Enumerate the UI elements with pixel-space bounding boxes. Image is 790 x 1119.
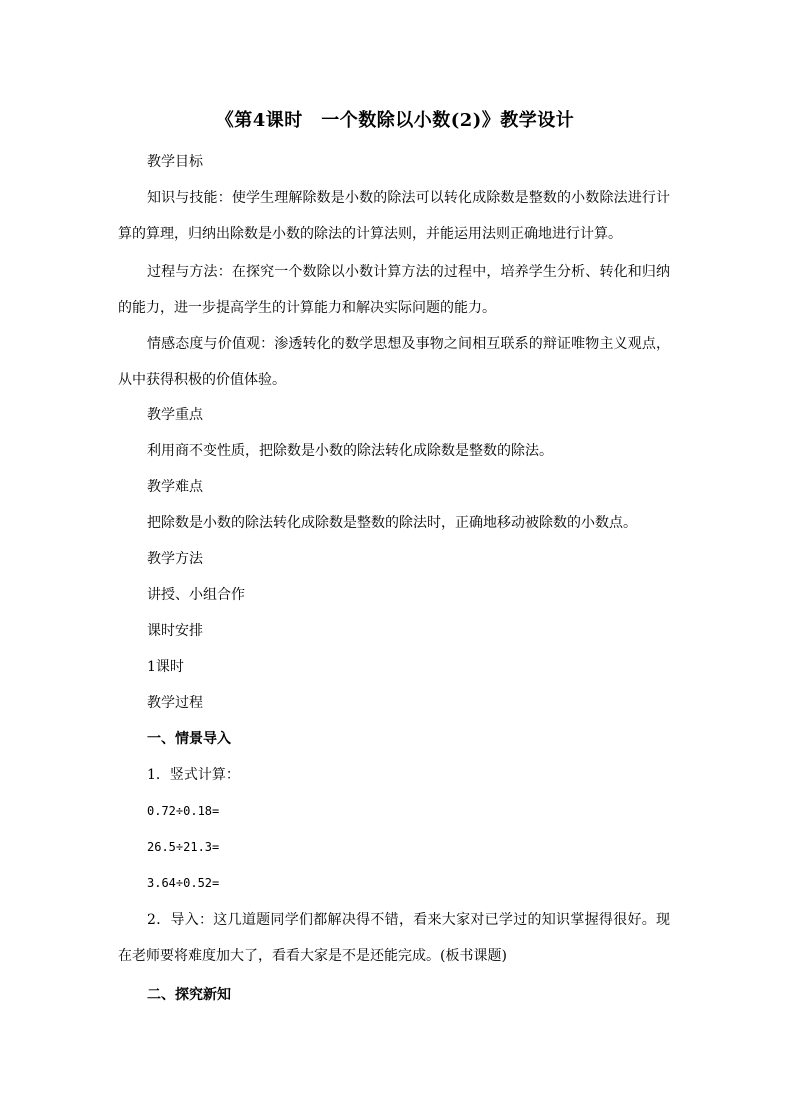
item1-label: 1．竖式计算：: [147, 767, 240, 783]
section2-heading: 二、探究新知: [147, 987, 231, 1003]
section1-heading: 一、情景导入: [147, 731, 231, 747]
method-heading: 教学方法: [147, 551, 203, 567]
calc-line-1: 0.72÷0.18=: [147, 804, 220, 818]
goal-emotion-paragraph: 情感态度与价值观：渗透转化的数学思想及事物之间相互联系的辩证唯物主义观点，从中获得积极的价值体验。: [118, 336, 670, 388]
goal-heading: 教学目标: [147, 154, 203, 170]
difficulty-text: 把除数是小数的除法转化成除数是整数的除法时，正确地移动被除数的小数点。: [147, 515, 637, 531]
method-text: 讲授、小组合作: [147, 587, 245, 603]
process-heading: 教学过程: [147, 695, 203, 711]
calc-line-2: 26.5÷21.3=: [147, 840, 220, 854]
goal-process-paragraph: 过程与方法：在探究一个数除以小数计算方法的过程中，培养学生分析、转化和归纳的能力，进一步提高学生的计算能力和解决实际问题的能力。: [118, 264, 670, 316]
schedule-heading: 课时安排: [147, 623, 203, 639]
schedule-text: 1课时: [147, 659, 184, 675]
goal-knowledge-paragraph: 知识与技能：使学生理解除数是小数的除法可以转化成除数是整数的小数除法进行计算的算理，归纳出除数是小数的除法的计算法则，并能运用法则正确地进行计算。: [118, 190, 670, 242]
key-text: 利用商不变性质，把除数是小数的除法转化成除数是整数的除法。: [147, 443, 553, 459]
difficulty-heading: 教学难点: [147, 479, 203, 495]
item2-paragraph: 2．导入：这几道题同学们都解决得不错，看来大家对已学过的知识掌握得很好。现在老师要将难度加大了，看看大家是不是还能完成。(板书课题): [118, 912, 670, 964]
calc-line-3: 3.64÷0.52=: [147, 876, 220, 890]
key-heading: 教学重点: [147, 407, 203, 423]
page-title: 《第4课时 一个数除以小数(2)》教学设计: [215, 110, 575, 131]
